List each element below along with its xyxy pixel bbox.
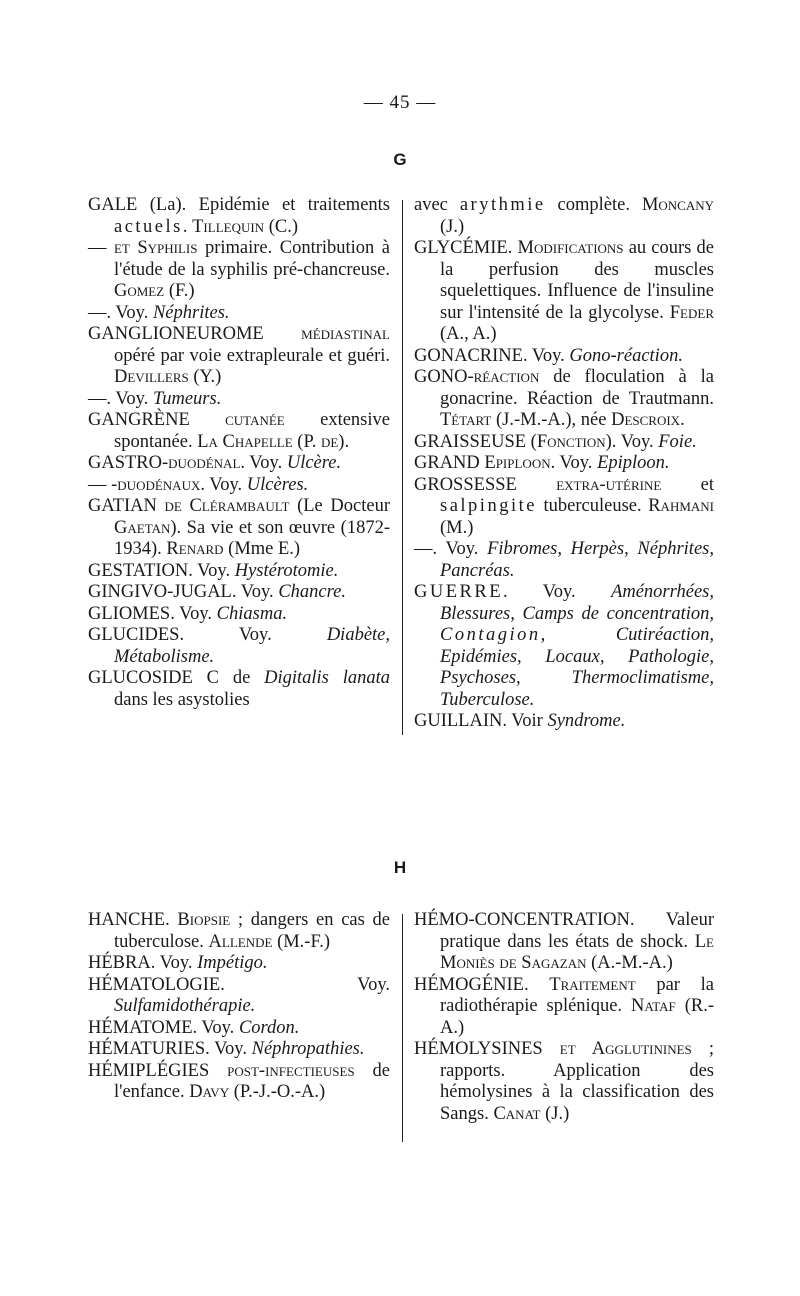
entry-text: (A.-M.-A.) xyxy=(586,953,673,973)
entry-text: (Mme E.) xyxy=(223,539,301,559)
entry-text: . Voy. xyxy=(503,582,612,602)
index-entry xyxy=(88,389,390,411)
entry-text: . xyxy=(680,410,685,430)
entry-text: opéré par voie extrapleurale et guéri. xyxy=(114,345,390,366)
index-entry xyxy=(88,668,390,711)
index-entry xyxy=(414,1039,714,1125)
entry-text: GROSSESSE xyxy=(414,474,557,495)
index-entry xyxy=(414,475,714,540)
column-divider xyxy=(402,200,403,735)
entry-text: par la radiothérapie splénique. xyxy=(440,974,714,1016)
column-divider xyxy=(402,914,403,1142)
entry-text: (M.-F.) xyxy=(272,931,331,952)
index-entry xyxy=(88,975,390,1018)
entry-text: La Chapelle xyxy=(197,431,293,452)
index-entry xyxy=(414,195,714,238)
entry-text: GRAND xyxy=(414,453,485,473)
index-entry xyxy=(414,910,714,975)
entry-text: arythmie xyxy=(459,195,546,215)
entry-text: Foie. xyxy=(658,431,697,452)
section-h-right-column xyxy=(414,910,714,1125)
entry-text: . Voy. xyxy=(550,453,598,473)
entry-text: (R.-A.) xyxy=(440,996,714,1038)
entry-text: HÉMIPLÉGIES xyxy=(88,1060,228,1081)
entry-text: avec xyxy=(414,195,460,215)
section-letter-h: H xyxy=(393,858,407,877)
entry-text: Tétart xyxy=(440,410,492,430)
entry-text: Moncany xyxy=(641,195,714,215)
entry-text: HÉMOLYSINES xyxy=(414,1039,560,1059)
section-g-left-column xyxy=(88,195,390,711)
entry-text: de xyxy=(320,431,339,452)
entry-text: — xyxy=(88,238,114,258)
section-letter-g: G xyxy=(393,150,407,169)
entry-text: . Voy. xyxy=(200,474,247,495)
entry-text: salpingite xyxy=(440,496,537,516)
entry-text: Fonction xyxy=(536,431,606,452)
entry-text: (M.) xyxy=(440,517,474,538)
entry-text: GONACRINE. Voy. xyxy=(414,345,570,366)
index-entry xyxy=(88,604,390,626)
index-entry xyxy=(88,324,390,389)
entry-text: primaire. Contribution à l'étude de la syphilis pré-chancreuse. xyxy=(114,238,390,280)
entry-text: GLYCÉMIE. xyxy=(414,238,518,258)
entry-text: et xyxy=(661,474,714,495)
entry-text: Davy xyxy=(189,1082,230,1102)
entry-text: GANGLIONEUROME xyxy=(88,324,302,344)
entry-text: et Syphilis xyxy=(113,238,198,258)
entry-text: . xyxy=(182,216,193,237)
entry-text: Canat xyxy=(493,1103,541,1124)
index-entry xyxy=(88,1061,390,1104)
entry-text: Gono-réaction. xyxy=(569,345,683,366)
entry-text: HÉMATOME. Voy. xyxy=(88,1017,239,1038)
entry-text: HÉMATOLOGIE. Voy. xyxy=(88,974,390,995)
entry-text: —. Voy. xyxy=(414,539,488,559)
index-entry xyxy=(88,582,390,604)
entry-text: extra-utérine xyxy=(556,474,662,495)
entry-text: Diabète, Métabolisme. xyxy=(114,625,390,667)
entry-text: (J.) xyxy=(440,216,465,237)
entry-text: extensive spontanée. xyxy=(114,410,390,452)
entry-text: ; dangers en cas de tuberculose. xyxy=(114,910,390,952)
entry-text: Néphropathies. xyxy=(251,1039,365,1059)
index-entry xyxy=(414,238,714,346)
entry-text: réaction xyxy=(473,367,540,387)
entry-text: post-infectieuses xyxy=(227,1060,355,1081)
index-entry xyxy=(414,453,714,475)
index-entry xyxy=(88,195,390,238)
entry-text: (P. xyxy=(292,431,321,452)
entry-text: Contagion xyxy=(440,625,541,645)
index-entry xyxy=(88,238,390,303)
entry-text: Le Moniès de Sagazan xyxy=(440,931,714,973)
entry-text: Ulcère. xyxy=(286,453,342,473)
entry-text: ). Sa vie et son œuvre (1872-1934). xyxy=(114,517,390,559)
entry-text: GESTATION. Voy. xyxy=(88,560,235,581)
entry-text: —. Voy. xyxy=(88,388,153,409)
entry-text: Gomez xyxy=(114,281,165,301)
entry-text: (F.) xyxy=(164,281,195,301)
entry-text: Biopsie xyxy=(177,910,231,930)
entry-text: ; rapports. Application des hémolysines à la classification des Sangs. xyxy=(440,1039,715,1124)
entry-text: — - xyxy=(88,474,118,495)
index-entry xyxy=(88,303,390,325)
index-entry xyxy=(88,1039,390,1061)
entry-text: Hystérotomie. xyxy=(234,560,339,581)
index-entry xyxy=(414,432,714,454)
entry-text: (J.) xyxy=(540,1103,570,1124)
entry-text: Devillers xyxy=(114,367,189,387)
index-entry xyxy=(414,711,714,733)
entry-text: Syndrome. xyxy=(547,711,626,731)
entry-text: Renard xyxy=(166,539,224,559)
index-entry xyxy=(414,367,714,432)
entry-text: duodénal xyxy=(168,453,241,473)
entry-text: et Agglutinines xyxy=(559,1039,692,1059)
entry-text: GUILLAIN. Voir xyxy=(414,711,548,731)
entry-text: GANGRÈNE xyxy=(88,410,226,430)
entry-text: Nataf xyxy=(630,996,676,1016)
index-entry xyxy=(88,953,390,975)
entry-text: Chiasma. xyxy=(216,603,288,624)
entry-text: Rahmani xyxy=(648,496,714,516)
entry-text: (C.) xyxy=(264,216,298,237)
entry-text: GINGIVO-JUGAL. Voy. xyxy=(88,582,279,602)
page-number: — 45 — xyxy=(363,92,437,113)
entry-text: tuberculeuse. xyxy=(536,496,649,516)
entry-text: HANCHE. xyxy=(88,910,178,930)
entry-text: Modifications xyxy=(517,238,624,258)
entry-text: HÉMATURIES. Voy. xyxy=(88,1039,252,1059)
entry-text: Sulfamidothérapie. xyxy=(114,996,256,1016)
entry-text: (Le Docteur xyxy=(289,496,390,516)
index-entry xyxy=(88,625,390,668)
entry-text: Digitalis lanata xyxy=(264,668,390,688)
entry-text: Traitement xyxy=(549,974,636,995)
entry-text: GUERRE xyxy=(414,582,503,602)
entry-text: Chancre. xyxy=(278,582,346,602)
index-entry xyxy=(88,1018,390,1040)
index-entry xyxy=(88,561,390,583)
index-entry xyxy=(414,346,714,368)
entry-text: HÉMO-CONCENTRATION. Valeur pratique dans les états de shock. xyxy=(414,910,714,952)
index-entry xyxy=(88,453,390,475)
entry-text: , Cutiréaction, Epidémies, Locaux, Pathologie, Psychoses, Thermoclimatisme, Tuberculose. xyxy=(440,625,714,710)
index-entry xyxy=(88,910,390,953)
entry-text: GALE (La). Epidémie et traitements xyxy=(88,195,390,215)
entry-text: complète. xyxy=(545,195,642,215)
entry-text: GATIAN xyxy=(88,496,165,516)
entry-text: . Voy. xyxy=(240,453,287,473)
entry-text: HÉBRA. Voy. xyxy=(88,953,198,973)
entry-text: Ulcères. xyxy=(246,474,309,495)
index-entry xyxy=(414,975,714,1040)
entry-text: de floculation à la gonacrine. Réaction de Trautmann. xyxy=(440,367,714,409)
entry-text: Cordon. xyxy=(238,1017,300,1038)
entry-text: de Clérambault xyxy=(164,496,290,516)
index-entry xyxy=(414,539,714,582)
entry-text: ). xyxy=(338,431,350,452)
index-entry xyxy=(88,475,390,497)
entry-text: (P.-J.-O.-A.) xyxy=(229,1082,326,1102)
entry-text: Epiploon. xyxy=(597,453,670,473)
index-entry xyxy=(88,496,390,561)
entry-text: duodénaux xyxy=(117,474,201,495)
entry-text: GRAISSEUSE ( xyxy=(414,431,537,452)
entry-text: cutanée xyxy=(225,410,285,430)
entry-text: GLIOMES. Voy. xyxy=(88,603,217,624)
entry-text: Allende xyxy=(208,931,273,952)
entry-text: Néphrites. xyxy=(152,302,230,323)
entry-text: Tillequin xyxy=(192,216,265,237)
entry-text: GLUCIDES. Voy. xyxy=(88,625,327,645)
entry-text: —. Voy. xyxy=(88,302,153,323)
entry-text: (A., A.) xyxy=(440,324,497,344)
entry-text: de l'enfance. xyxy=(114,1060,390,1102)
entry-text: GONO- xyxy=(414,367,474,387)
entry-text: HÉMOGÉNIE. xyxy=(414,974,550,995)
entry-text: (J.-M.-A.), née xyxy=(491,410,612,430)
entry-text: Gaetan xyxy=(114,517,171,538)
entry-text: Epiploon xyxy=(484,453,551,473)
entry-text: au cours de la perfusion des muscles squelettiques. Influence de l'insuline sur l'intensité de la glycolyse. xyxy=(440,238,714,323)
entry-text: GLUCOSIDE C de xyxy=(88,668,265,688)
entry-text: Aménorrhées, Blessures, Camps de concentration, xyxy=(440,582,714,624)
entry-text: Fibromes, Herpès, Néphrites, Pancréas. xyxy=(440,539,714,581)
entry-text: médiastinal xyxy=(301,324,390,344)
entry-text: dans les asystolies xyxy=(114,689,250,710)
entry-text: GASTRO- xyxy=(88,453,169,473)
entry-text: Descroix xyxy=(611,410,681,430)
entry-text: Tumeurs. xyxy=(152,388,222,409)
entry-text: Impétigo. xyxy=(197,953,268,973)
entry-text: (Y.) xyxy=(188,367,222,387)
entry-text: ). Voy. xyxy=(605,431,659,452)
entry-text: Feder xyxy=(669,302,714,323)
index-entry xyxy=(414,582,714,711)
entry-text: actuels xyxy=(114,216,183,237)
section-g-right-column xyxy=(414,195,714,733)
index-entry xyxy=(88,410,390,453)
section-h-left-column xyxy=(88,910,390,1104)
